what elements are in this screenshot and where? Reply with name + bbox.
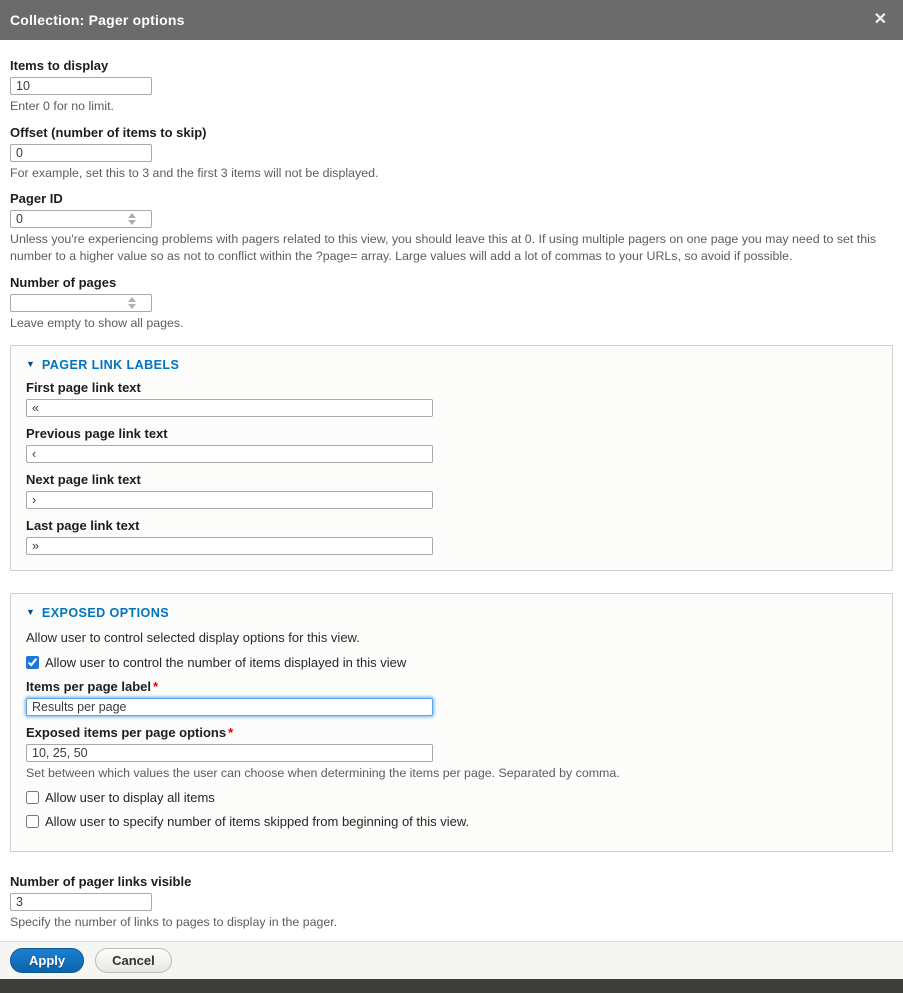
items-to-display-input[interactable] — [10, 77, 152, 95]
dialog-footer — [0, 941, 903, 979]
pager-links-visible-input[interactable] — [10, 893, 152, 911]
control-number-of-items-label: Allow user to control the number of items displayed in this view — [45, 654, 407, 670]
pager-link-labels-legend-text: PAGER LINK LABELS — [41, 357, 180, 372]
field-exposed-items-per-page-options — [26, 725, 877, 782]
field-items-to-display — [10, 58, 893, 115]
checkbox-item-skip-items — [26, 814, 877, 829]
pager-id-description: Unless you're experiencing problems with pagers related to this view, you should leave this at 0. If using multiple pagers on one page you may need to set this number to a higher value so as not to conflict within the ?page= array. Large values will add a lot of commas to your URLs, so avoid if possible. — [10, 232, 877, 264]
exposed-items-per-page-options-label: Exposed items per page options * — [26, 724, 234, 740]
next-page-link-input[interactable] — [26, 491, 433, 509]
close-icon[interactable]: ✕ — [870, 10, 891, 30]
previous-page-link-label: Previous page link text — [26, 425, 168, 441]
field-number-of-pages — [10, 275, 893, 332]
exposed-options-legend[interactable] — [26, 602, 877, 628]
exposed-options-fieldset — [10, 593, 893, 853]
first-page-link-label: First page link text — [26, 379, 141, 395]
pager-links-visible-label: Number of pager links visible — [10, 874, 192, 890]
number-of-pages-label: Number of pages — [10, 274, 117, 290]
number-spinner-icon[interactable] — [127, 297, 136, 309]
items-per-page-label-input[interactable] — [26, 698, 433, 716]
field-next-page-link-text — [26, 472, 877, 509]
pager-link-labels-legend[interactable] — [26, 354, 877, 380]
offset-input[interactable] — [10, 144, 152, 162]
pager-id-label: Pager ID — [10, 191, 63, 207]
last-page-link-input[interactable] — [26, 537, 433, 555]
field-items-per-page-label — [26, 679, 877, 716]
field-pager-links-visible — [10, 874, 893, 931]
dialog-content — [0, 40, 903, 941]
last-page-link-label: Last page link text — [26, 517, 140, 533]
exposed-options-intro: Allow user to control selected display options for this view. — [26, 629, 360, 645]
items-to-display-label: Items to display — [10, 58, 109, 73]
field-last-page-link-text — [26, 518, 877, 555]
next-page-link-label: Next page link text — [26, 471, 141, 487]
pager-links-visible-description: Specify the number of links to pages to display in the pager. — [10, 915, 338, 930]
display-all-items-checkbox[interactable] — [26, 791, 39, 804]
dialog-title: Collection: Pager options — [10, 12, 185, 28]
field-previous-page-link-text — [26, 426, 877, 463]
control-number-of-items-checkbox[interactable] — [26, 656, 39, 669]
exposed-options-legend-text: EXPOSED OPTIONS — [41, 605, 169, 620]
apply-button[interactable]: Apply — [10, 948, 84, 973]
checkbox-item-control-number-of-items — [26, 655, 877, 670]
required-marker: * — [153, 678, 159, 694]
exposed-items-per-page-options-input[interactable] — [26, 744, 433, 762]
offset-label: Offset (number of items to skip) — [10, 124, 207, 140]
pager-link-labels-fieldset — [10, 345, 893, 571]
collapse-arrow-icon: ▼ — [26, 607, 35, 618]
offset-description: For example, set this to 3 and the first 3 items will not be displayed. — [10, 165, 379, 180]
required-marker: * — [228, 724, 234, 740]
collapse-arrow-icon: ▼ — [26, 359, 35, 370]
skip-items-checkbox[interactable] — [26, 815, 39, 828]
exposed-items-per-page-options-description: Set between which values the user can choose when determining the items per page. Separated by comma. — [26, 765, 620, 780]
field-pager-id — [10, 191, 893, 264]
dialog-titlebar — [0, 0, 903, 40]
cancel-button[interactable]: Cancel — [95, 948, 172, 973]
first-page-link-input[interactable] — [26, 399, 433, 417]
field-offset — [10, 125, 893, 182]
checkbox-item-display-all-items — [26, 790, 877, 805]
display-all-items-label: Allow user to display all items — [45, 790, 215, 806]
skip-items-label: Allow user to specify number of items skipped from beginning of this view. — [45, 814, 470, 830]
items-per-page-label: Items per page label * — [26, 678, 159, 694]
field-first-page-link-text — [26, 380, 877, 417]
number-spinner-icon[interactable] — [127, 213, 136, 225]
items-to-display-description: Enter 0 for no limit. — [10, 99, 114, 113]
page-background-strip — [0, 979, 903, 993]
number-of-pages-description: Leave empty to show all pages. — [10, 315, 184, 330]
previous-page-link-input[interactable] — [26, 445, 433, 463]
